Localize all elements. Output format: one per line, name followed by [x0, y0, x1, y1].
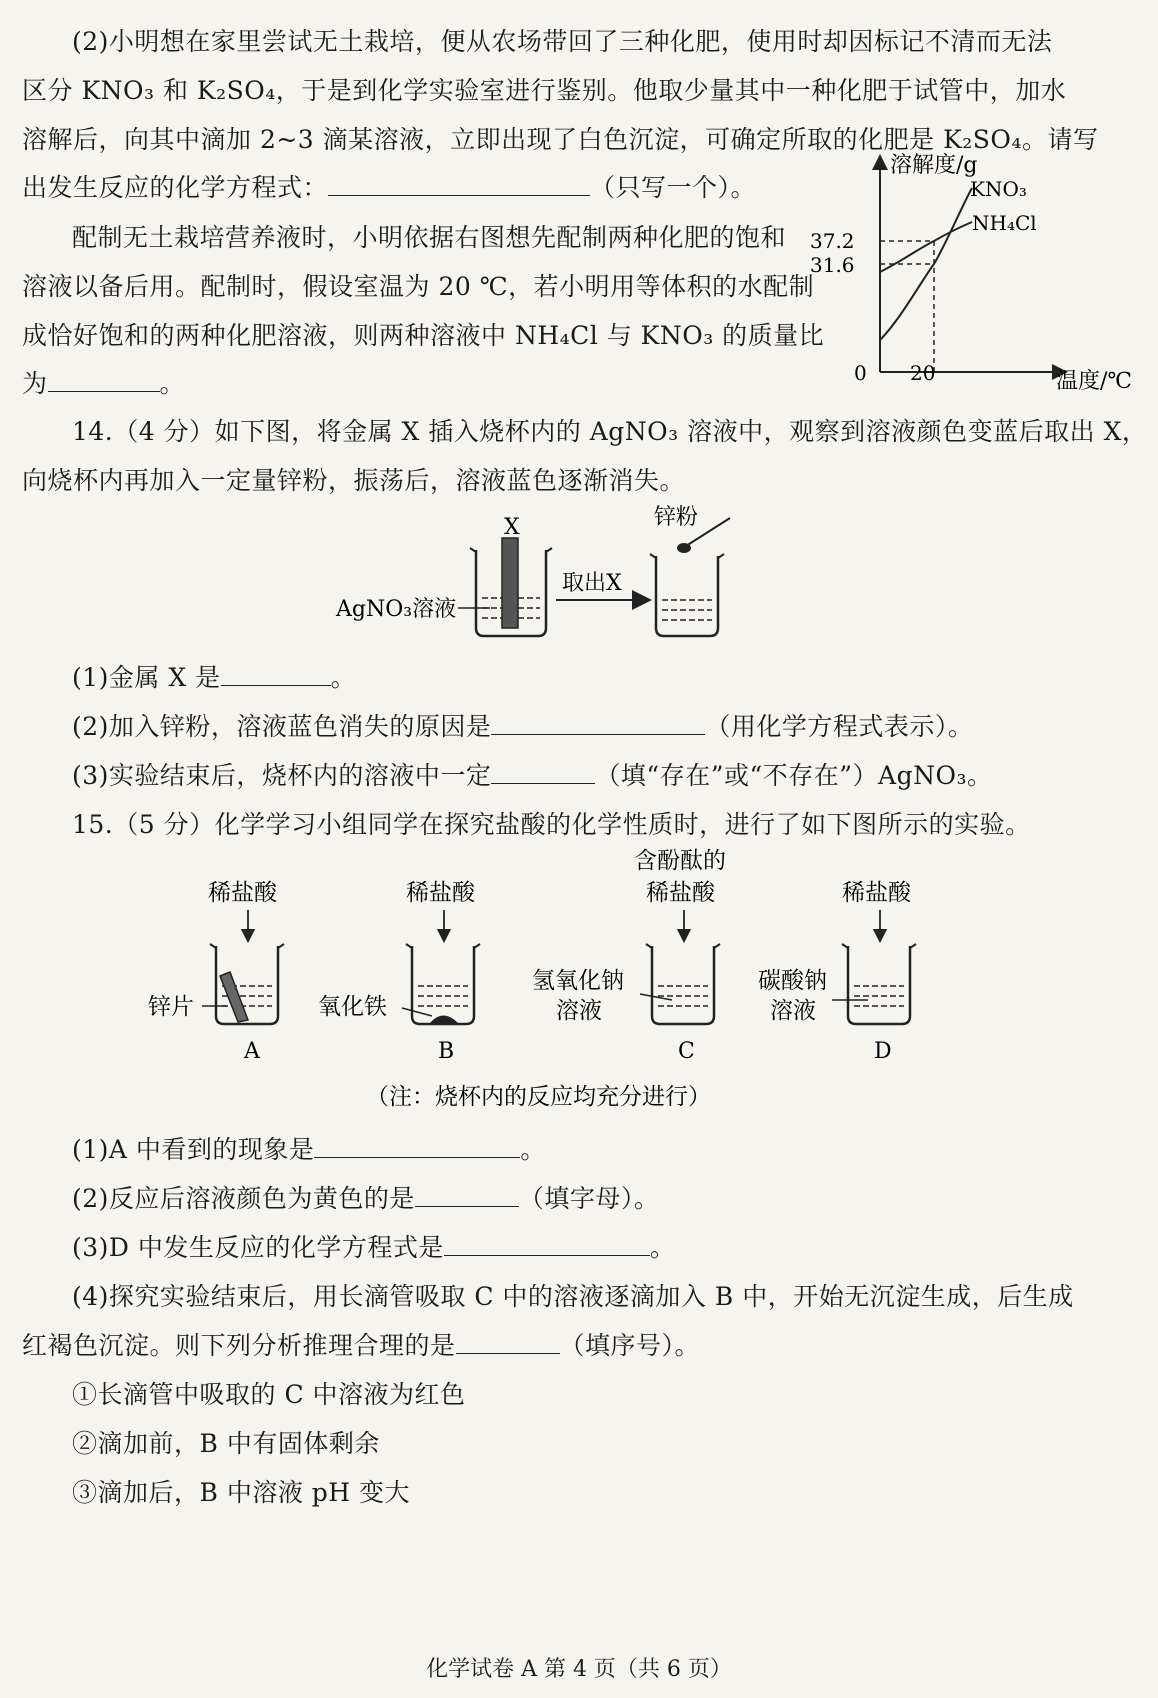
solubility-chart: [810, 150, 1158, 420]
beaker-c-letter: C: [678, 1039, 695, 1064]
iron-oxide-label: 氧化铁: [318, 994, 387, 1020]
answer-blank-equation[interactable]: [328, 173, 590, 196]
q15-sub4-tail: （填序号）。: [559, 1331, 701, 1360]
answer-blank-zinc-equation[interactable]: [491, 712, 705, 735]
x-tick-20: 20: [910, 361, 936, 385]
x-axis-label: 温度/℃: [1056, 369, 1133, 394]
beaker-with-x: [470, 538, 552, 636]
naoh-label-2: 溶液: [556, 998, 602, 1024]
agno3-solution-label: AgNO₃溶液: [336, 597, 457, 622]
y-axis-label: 溶解度/g: [890, 153, 978, 178]
q15-sub4-line1: (4)探究实验结束后，用长滴管吸取 C 中的溶液逐滴加入 B 中，开始无沉淀生成，后生成: [72, 1282, 1074, 1311]
q13-part2-line3: 溶解后，向其中滴加 2~3 滴某溶液，立即出现了白色沉淀，可确定所取的化肥是 K₂SO₄。请写: [22, 125, 1099, 154]
q13-part2-line1: (2)小明想在家里尝试无土栽培，便从农场带回了三种化肥，使用时却因标记不清而无法: [72, 27, 1053, 56]
q14-sub3-text: (3)实验结束后，烧杯内的溶液中一定: [72, 761, 492, 790]
q14-stem-line2: 向烧杯内再加入一定量锌粉，振荡后，溶液蓝色逐渐消失。: [22, 466, 686, 495]
q14-figure: [330, 498, 790, 648]
q15-sub3: [72, 1228, 675, 1264]
y-tick-31-6: 31.6: [810, 253, 855, 277]
beaker-a: [210, 944, 284, 1024]
beaker-c: [646, 944, 720, 1024]
metal-x-label: X: [504, 515, 520, 540]
answer-blank-a-phenomenon[interactable]: [314, 1135, 520, 1158]
q15-sub1-tail: 。: [520, 1135, 546, 1164]
q14-sub2: [72, 707, 973, 743]
q15-sub3-text: (3)D 中发生反应的化学方程式是: [72, 1233, 444, 1262]
take-out-x-label: 取出X: [562, 571, 622, 596]
zinc-sheet: [220, 972, 248, 1022]
q14-sub3-tail: （填“存在”或“不存在”）AgNO₃。: [595, 761, 993, 790]
q13-part2-line5: 配制无土栽培营养液时，小明依据右图想先配制两种化肥的饱和: [72, 223, 787, 252]
q15-sub2-text: (2)反应后溶液颜色为黄色的是: [72, 1184, 415, 1213]
q13-part2-line7: 成恰好饱和的两种化肥溶液，则两种溶液中 NH₄Cl 与 KNO₃ 的质量比: [22, 321, 825, 350]
q15-sub1: [72, 1130, 546, 1166]
q15-option-1: ①长滴管中吸取的 C 中溶液为红色: [72, 1380, 466, 1409]
beaker-d-acid-label: 稀盐酸: [842, 880, 911, 906]
q15-sub1-text: (1)A 中看到的现象是: [72, 1135, 315, 1164]
q13-part2-line8: [22, 364, 185, 400]
answer-blank-option-numbers[interactable]: [456, 1331, 560, 1354]
x-tick-0: 0: [854, 361, 867, 385]
q13-part2-line2: 区分 KNO₃ 和 K₂SO₄，于是到化学实验室进行鉴别。他取少量其中一种化肥于试管中，加水: [22, 76, 1067, 105]
naoh-label-1: 氢氧化钠: [532, 968, 624, 994]
q15-sub2-tail: （填字母）。: [518, 1184, 660, 1213]
answer-blank-metal-x[interactable]: [221, 663, 331, 686]
q13-part2-line4-tail: （只写一个）。: [590, 173, 757, 202]
iron-oxide-pile: [430, 1016, 458, 1024]
answer-blank-d-equation[interactable]: [444, 1233, 650, 1256]
na2co3-label-1: 碳酸钠: [758, 968, 827, 994]
beaker-after: [650, 554, 724, 636]
zinc-powder-label: 锌粉: [654, 505, 699, 530]
beaker-d-letter: D: [874, 1039, 892, 1064]
q15-option-3: ③滴加后，B 中溶液 pH 变大: [72, 1478, 411, 1507]
q13-part2-line8-text: 为: [22, 369, 48, 398]
answer-blank-mass-ratio[interactable]: [48, 369, 160, 392]
answer-blank-agno3-exists[interactable]: [491, 761, 595, 784]
q13-part2-line8-tail: 。: [159, 369, 186, 398]
q15-option-2: ②滴加前，B 中有固体剩余: [72, 1429, 380, 1458]
q14-sub2-text: (2)加入锌粉，溶液蓝色消失的原因是: [72, 712, 492, 741]
metal-x-strip: [502, 538, 518, 628]
q14-sub1-tail: 。: [330, 663, 357, 692]
nh4cl-legend: NH₄Cl: [972, 211, 1037, 235]
q13-part2-line6: 溶液以备后用。配制时，假设室温为 20 ℃，若小明用等体积的水配制: [22, 272, 815, 301]
page-footer: 化学试卷 A 第 4 页（共 6 页）: [426, 1657, 732, 1682]
q13-part2-line4: [22, 168, 756, 204]
beaker-a-letter: A: [244, 1039, 260, 1064]
q15-sub4-text: 红褐色沉淀。则下列分析推理合理的是: [22, 1331, 456, 1360]
q14-stem-line1: 14.（4 分）如下图，将金属 X 插入烧杯内的 AgNO₃ 溶液中，观察到溶液颜色变蓝后取出 X，: [72, 417, 1148, 446]
y-tick-37-2: 37.2: [810, 229, 855, 253]
kno3-legend: KNO₃: [970, 177, 1027, 201]
q15-sub4-line2: [22, 1326, 700, 1362]
beaker-a-acid-label: 稀盐酸: [208, 880, 277, 906]
beaker-b-letter: B: [438, 1039, 455, 1064]
beaker-c-acid-label-1: 含酚酞的: [634, 848, 726, 874]
beaker-d: [842, 944, 916, 1024]
q15-sub3-tail: 。: [649, 1233, 676, 1262]
beaker-c-acid-label-2: 稀盐酸: [646, 880, 715, 906]
answer-blank-yellow[interactable]: [415, 1184, 519, 1207]
q15-figure: [140, 848, 1020, 1118]
q14-sub1: [72, 658, 356, 694]
q14-sub3: [72, 756, 993, 792]
zinc-sheet-label: 锌片: [148, 994, 194, 1020]
q14-sub2-tail: （用化学方程式表示）。: [705, 712, 974, 741]
q14-sub1-text: (1)金属 X 是: [72, 663, 221, 692]
q13-part2-line4-text: 出发生反应的化学方程式：: [22, 173, 329, 202]
na2co3-label-2: 溶液: [770, 998, 816, 1024]
q15-sub2: [72, 1179, 659, 1215]
q15-stem: 15.（5 分）化学学习小组同学在探究盐酸的化学性质时，进行了如下图所示的实验。: [72, 810, 1031, 839]
beaker-b-acid-label: 稀盐酸: [406, 880, 475, 906]
figure-note: （注：烧杯内的反应均充分进行）: [366, 1084, 711, 1110]
